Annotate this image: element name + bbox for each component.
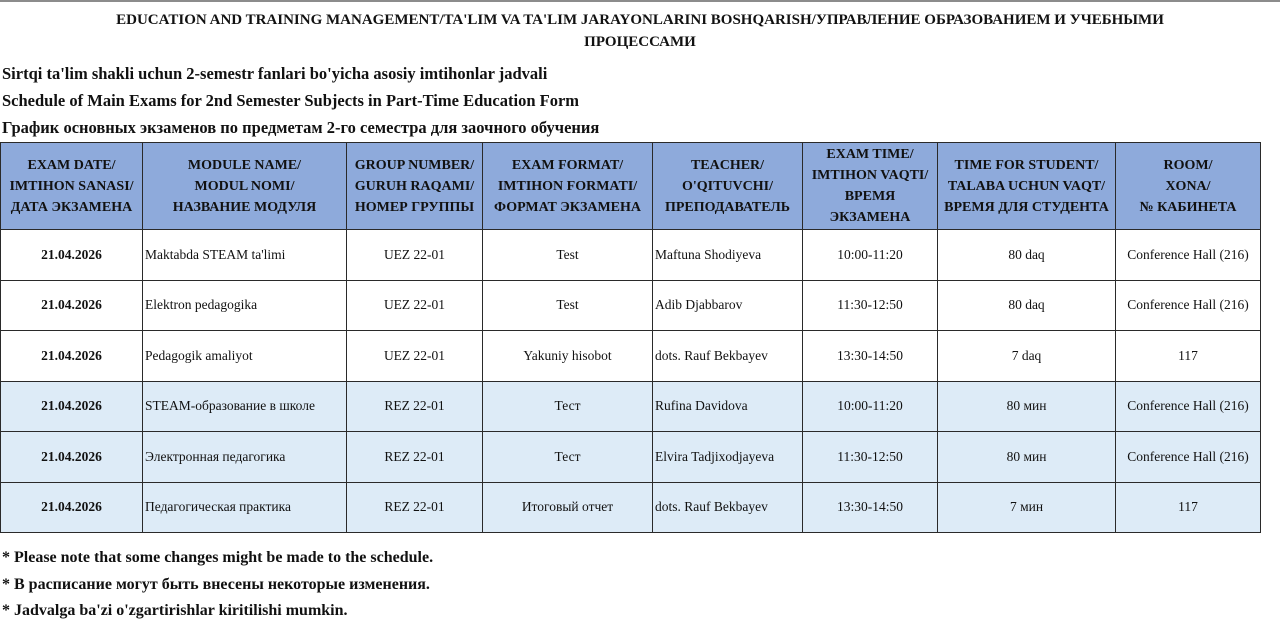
- header-line: ФОРМАТ ЭКЗАМЕНА: [494, 199, 641, 215]
- exam-schedule-table: [0, 142, 1261, 533]
- table-row: [1, 432, 1261, 483]
- table-row: [1, 331, 1261, 382]
- cell-duration: 80 мин: [938, 432, 1116, 483]
- document-title: [0, 9, 1280, 53]
- header-module-name: [143, 143, 347, 230]
- header-line: НАЗВАНИЕ МОДУЛЯ: [172, 199, 317, 215]
- cell-module: Maktabda STEAM ta'limi: [143, 230, 347, 281]
- cell-teacher: dots. Rauf Bekbayev: [653, 482, 803, 533]
- title-line-2: ПРОЦЕССАМИ: [584, 34, 696, 50]
- header-line: ЭКЗАМЕНА: [829, 210, 911, 225]
- cell-date: 21.04.2026: [1, 432, 143, 483]
- table-row: [1, 381, 1261, 432]
- cell-date: 21.04.2026: [1, 230, 143, 281]
- header-group-number: [347, 143, 483, 230]
- header-line: MODUL NOMI/: [194, 178, 295, 194]
- cell-time: 11:30-12:50: [803, 280, 938, 331]
- header-teacher: [653, 143, 803, 230]
- cell-time: 10:00-11:20: [803, 381, 938, 432]
- schedule-notes: [2, 545, 433, 625]
- header-line: ВРЕМЯ ДЛЯ СТУДЕНТА: [944, 199, 1109, 215]
- header-line: XONA/: [1165, 178, 1211, 194]
- header-line: № КАБИНЕТА: [1139, 199, 1237, 215]
- cell-format: Test: [483, 280, 653, 331]
- cell-room: Conference Hall (216): [1116, 230, 1261, 281]
- header-exam-format: [483, 143, 653, 230]
- cell-duration: 80 мин: [938, 381, 1116, 432]
- header-line: O'QITUVCHI/: [681, 178, 773, 194]
- cell-duration: 80 daq: [938, 230, 1116, 281]
- cell-format: Тест: [483, 381, 653, 432]
- cell-group: UEZ 22-01: [347, 280, 483, 331]
- cell-duration: 7 мин: [938, 482, 1116, 533]
- cell-group: UEZ 22-01: [347, 230, 483, 281]
- cell-group: UEZ 22-01: [347, 331, 483, 382]
- header-line: GURUH RAQAMI/: [354, 178, 475, 194]
- header-line: MODULE NAME/: [187, 157, 302, 173]
- cell-format: Тест: [483, 432, 653, 483]
- cell-teacher: dots. Rauf Bekbayev: [653, 331, 803, 382]
- title-line-1: EDUCATION AND TRAINING MANAGEMENT/TA'LIM VA TA'LIM JARAYONLARINI BOSHQARISH/УПРАВЛЕНИЕ ОБРАЗОВАНИЕМ И УЧЕБНЫМИ: [116, 12, 1164, 28]
- cell-module: Pedagogik amaliyot: [143, 331, 347, 382]
- note-uzbek: * Jadvalga ba'zi o'zgartirishlar kiritilishi mumkin.: [2, 602, 348, 619]
- header-exam-time: [803, 143, 938, 230]
- cell-room: Conference Hall (216): [1116, 432, 1261, 483]
- cell-module: Elektron pedagogika: [143, 280, 347, 331]
- cell-group: REZ 22-01: [347, 381, 483, 432]
- note-english: * Please note that some changes might be made to the schedule.: [2, 549, 434, 566]
- note-russian: * В расписание могут быть внесены некоторые изменения.: [2, 575, 430, 593]
- cell-time: 10:00-11:20: [803, 230, 938, 281]
- cell-teacher: Adib Djabbarov: [653, 280, 803, 331]
- header-line: TEACHER/: [690, 157, 765, 173]
- cell-group: REZ 22-01: [347, 432, 483, 483]
- cell-teacher: Elvira Tadjixodjayeva: [653, 432, 803, 483]
- cell-group: REZ 22-01: [347, 482, 483, 533]
- table-row: [1, 280, 1261, 331]
- header-line: IMTIHON FORMATI/: [497, 178, 638, 194]
- cell-time: 13:30-14:50: [803, 331, 938, 382]
- cell-date: 21.04.2026: [1, 381, 143, 432]
- cell-module: Электронная педагогика: [143, 432, 347, 483]
- cell-date: 21.04.2026: [1, 482, 143, 533]
- subtitle-english: Schedule of Main Exams for 2nd Semester Subjects in Part-Time Education Form: [2, 91, 580, 110]
- header-line: EXAM TIME/: [826, 147, 914, 162]
- header-exam-date: [1, 143, 143, 230]
- cell-module: STEAM-образование в школе: [143, 381, 347, 432]
- cell-room: Conference Hall (216): [1116, 280, 1261, 331]
- cell-format: Итоговый отчет: [483, 482, 653, 533]
- table-header-row: [1, 143, 1261, 230]
- cell-room: 117: [1116, 482, 1261, 533]
- header-line: EXAM DATE/: [27, 157, 116, 173]
- cell-duration: 7 daq: [938, 331, 1116, 382]
- header-line: EXAM FORMAT/: [511, 157, 624, 173]
- header-line: ROOM/: [1163, 157, 1213, 173]
- cell-teacher: Maftuna Shodiyeva: [653, 230, 803, 281]
- cell-duration: 80 daq: [938, 280, 1116, 331]
- cell-time: 13:30-14:50: [803, 482, 938, 533]
- table-row: [1, 482, 1261, 533]
- top-border-line: [0, 0, 1280, 2]
- subtitle-uzbek: Sirtqi ta'lim shakli uchun 2-semestr fanlari bo'yicha asosiy imtihonlar jadvali: [2, 64, 548, 83]
- subtitle-russian: График основных экзаменов по предметам 2-го семестра для заочного обучения: [2, 118, 600, 137]
- header-line: НОМЕР ГРУППЫ: [354, 199, 475, 215]
- cell-room: Conference Hall (216): [1116, 381, 1261, 432]
- table-row: [1, 230, 1261, 281]
- cell-format: Test: [483, 230, 653, 281]
- header-line: ВРЕМЯ: [844, 189, 896, 204]
- cell-teacher: Rufina Davidova: [653, 381, 803, 432]
- header-line: TALABA UCHUN VAQT/: [947, 178, 1106, 194]
- header-line: ПРЕПОДАВАТЕЛЬ: [664, 199, 791, 215]
- cell-date: 21.04.2026: [1, 280, 143, 331]
- cell-module: Педагогическая практика: [143, 482, 347, 533]
- header-room: [1116, 143, 1261, 230]
- header-time-for-student: [938, 143, 1116, 230]
- header-line: IMTIHON SANASI/: [9, 178, 134, 194]
- header-line: IMTIHON VAQTI/: [811, 168, 929, 183]
- cell-date: 21.04.2026: [1, 331, 143, 382]
- cell-time: 11:30-12:50: [803, 432, 938, 483]
- header-line: TIME FOR STUDENT/: [954, 157, 1099, 173]
- header-line: GROUP NUMBER/: [354, 157, 475, 173]
- cell-room: 117: [1116, 331, 1261, 382]
- header-line: ДАТА ЭКЗАМЕНА: [10, 199, 133, 215]
- cell-format: Yakuniy hisobot: [483, 331, 653, 382]
